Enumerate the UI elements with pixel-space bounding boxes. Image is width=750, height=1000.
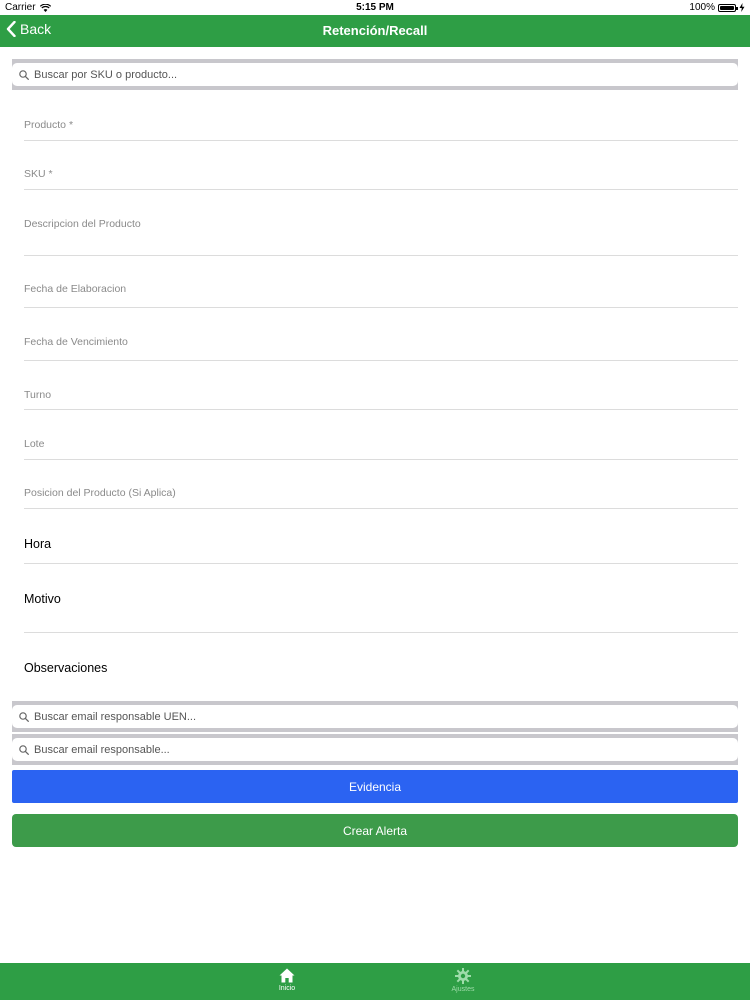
turno-field[interactable] — [24, 382, 738, 410]
motivo-field[interactable] — [24, 585, 738, 633]
product-search-box — [12, 63, 738, 86]
search-icon — [19, 712, 29, 722]
page-title: Retención/Recall — [322, 23, 428, 38]
tab-inicio-label: Inicio — [278, 985, 296, 992]
sku-field[interactable] — [24, 161, 738, 190]
crear-alerta-button[interactable]: Crear Alerta — [12, 814, 738, 847]
product-search-bar — [12, 59, 738, 90]
tab-ajustes[interactable] — [433, 968, 493, 993]
descripcion-field[interactable] — [24, 210, 738, 256]
turno-label: Turno — [24, 389, 52, 401]
status-time: 5:15 PM — [356, 2, 394, 13]
email-uen-search-input[interactable] — [34, 711, 714, 723]
home-icon — [279, 968, 295, 983]
navigation-bar — [0, 15, 750, 47]
battery-info — [689, 2, 745, 13]
fecha-elaboracion-label: Fecha de Elaboracion — [24, 283, 127, 295]
lote-label: Lote — [24, 438, 45, 450]
back-button[interactable] — [6, 21, 51, 37]
carrier-label: Carrier — [5, 2, 36, 13]
email-search-input[interactable] — [34, 744, 714, 756]
posicion-field[interactable] — [24, 480, 738, 509]
descripcion-label: Descripcion del Producto — [24, 218, 141, 230]
back-label: Back — [20, 21, 52, 37]
producto-label: Producto * — [24, 119, 74, 131]
hora-field[interactable] — [24, 530, 738, 564]
tab-bar — [0, 963, 750, 1000]
settings-icon — [455, 968, 471, 984]
battery-percent: 100% — [689, 2, 715, 13]
motivo-label: Motivo — [24, 592, 61, 606]
search-icon — [19, 70, 29, 80]
status-bar — [0, 0, 750, 15]
tab-inicio[interactable] — [257, 968, 317, 992]
email-search-box — [12, 738, 738, 761]
email-uen-search-box — [12, 705, 738, 728]
battery-icon — [718, 4, 736, 12]
evidencia-button[interactable]: Evidencia — [12, 770, 738, 803]
email-search-bar — [12, 734, 738, 765]
observaciones-field[interactable] — [24, 653, 738, 699]
charging-icon — [739, 3, 745, 12]
product-search-input[interactable] — [34, 69, 714, 81]
hora-label: Hora — [24, 537, 52, 551]
lote-field[interactable] — [24, 431, 738, 460]
fecha-vencimiento-field[interactable] — [24, 329, 738, 361]
producto-field[interactable] — [24, 112, 738, 141]
chevron-left-icon — [6, 21, 16, 37]
tab-ajustes-label: Ajustes — [451, 986, 475, 993]
fecha-vencimiento-label: Fecha de Vencimiento — [24, 336, 128, 348]
observaciones-label: Observaciones — [24, 661, 108, 675]
email-uen-search-bar — [12, 701, 738, 732]
posicion-label: Posicion del Producto (Si Aplica) — [24, 487, 176, 499]
sku-label: SKU * — [24, 168, 53, 180]
fecha-elaboracion-field[interactable] — [24, 276, 738, 308]
search-icon — [19, 745, 29, 755]
